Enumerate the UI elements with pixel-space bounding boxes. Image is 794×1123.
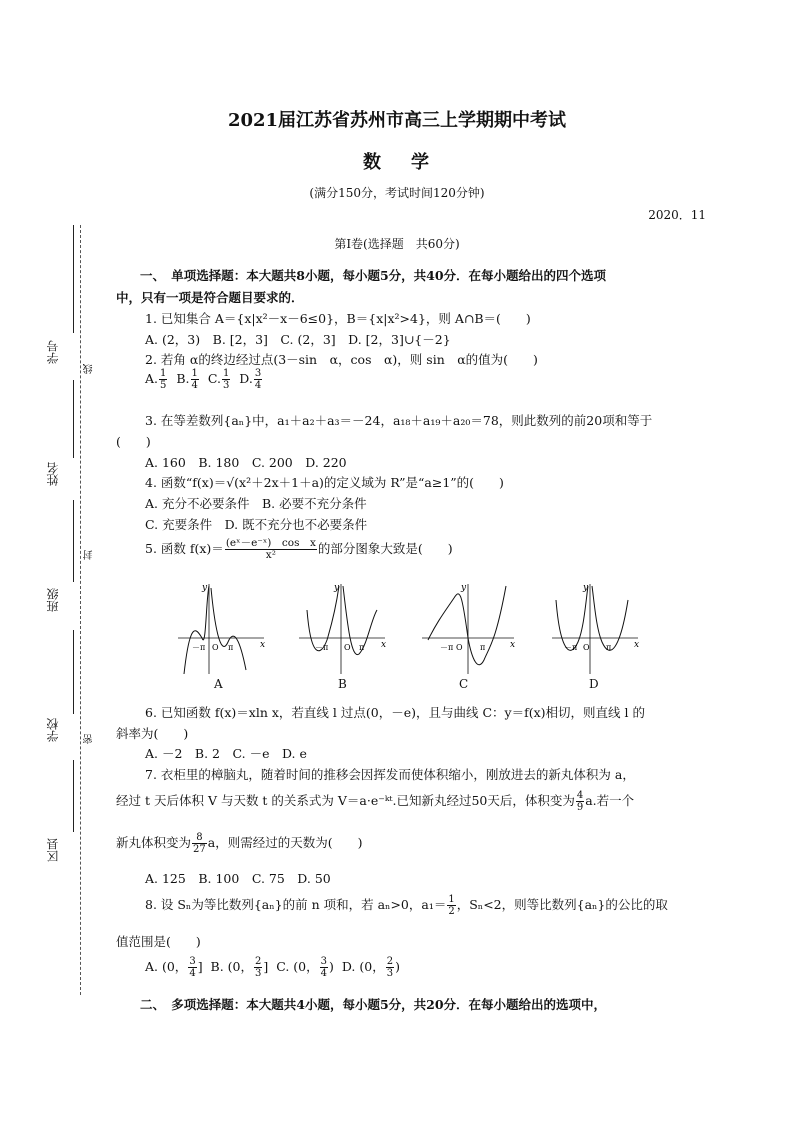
q7-line2: 经过 t 天后体积 V 与天数 t 的关系式为 V＝a·e⁻ᵏᵗ.已知新丸经过50天后，体积变为 $\frac{4}{9}$ a.若一个 xyxy=(116,790,635,813)
q8-stem-cont: 值范围是( ) xyxy=(116,934,201,949)
q4-options-1: A. 充分不必要条件 B. 必要不充分条件 xyxy=(145,496,367,511)
q3-options: A. 160 B. 180 C. 200 D. 220 xyxy=(145,455,347,470)
q8-options: A. (0， $\frac{3}{4}$ ] B. (0， $\frac{2}{3}$ ] C. (0， $\frac{3}{4}$ ) D. (0， $\frac{2}{3}$ ) xyxy=(145,956,400,979)
binding-word-secret: 密 xyxy=(84,734,95,744)
svg-text:y: y xyxy=(202,583,208,593)
q5-graph-d xyxy=(550,580,642,676)
svg-text:y: y xyxy=(334,583,340,593)
exam-info: (满分150分，考试时间120分钟) xyxy=(309,186,485,200)
binding-dashed-line xyxy=(80,225,81,995)
svg-text:x: x xyxy=(381,640,387,650)
underline-school xyxy=(73,630,74,714)
svg-text:－π: －π xyxy=(564,643,578,652)
svg-text:y: y xyxy=(583,583,589,593)
q6-stem: 6. 已知函数 f(x)＝xln x，若直线 l 过点(0，－e)，且与曲线 C：y＝f(x)相切，则直线 l 的 xyxy=(145,705,645,720)
volume-title: 第Ⅰ卷(选择题 共60分) xyxy=(334,237,460,251)
field-class: 班级 xyxy=(46,588,60,612)
section2-heading: 二、 多项选择题：本大题共4小题，每小题5分，共20分．在每小题给出的选项中， xyxy=(140,997,607,1012)
q2-options: A. $\frac{1}{5}$ B. $\frac{1}{4}$ C. $\frac{1}{3}$ D. $\frac{3}{4}$ xyxy=(145,368,262,391)
binding-word-line: 线 xyxy=(84,364,95,374)
q1-options: A. (2，3) B. [2，3] C. (2，3] D. [2，3]∪{－2} xyxy=(145,332,451,347)
subject-title: 数 学 xyxy=(363,152,431,173)
svg-text:π: π xyxy=(480,643,486,652)
svg-text:O: O xyxy=(344,643,351,652)
svg-text:x: x xyxy=(260,640,266,650)
field-district: 区县 xyxy=(46,838,60,862)
q6-options: A. －2 B. 2 C. －e D. e xyxy=(145,746,307,761)
svg-text:－π: －π xyxy=(192,643,206,652)
svg-text:π: π xyxy=(359,643,365,652)
q7-line3: 新丸体积变为 $\frac{8}{27}$ a，则需经过的天数为( ) xyxy=(116,832,363,855)
q5-label-b: B xyxy=(338,677,347,691)
q5-label-c: C xyxy=(459,677,469,691)
svg-text:O: O xyxy=(583,643,590,652)
q5-label-d: D xyxy=(589,677,599,691)
svg-text:－π: －π xyxy=(440,643,454,652)
q5-graph-c xyxy=(420,580,518,676)
field-name: 姓名 xyxy=(46,462,60,486)
svg-text:x: x xyxy=(634,640,640,650)
q3-stem: 3. 在等差数列{aₙ}中，a₁＋a₂＋a₃＝－24，a₁₈＋a₁₉＋a₂₀＝78，则此数列的前20项和等于 xyxy=(145,413,653,428)
q3-stem-cont: ( ) xyxy=(116,434,151,449)
underline-class xyxy=(73,500,74,582)
q8-stem: 8. 设 Sₙ为等比数列{aₙ}的前 n 项和，若 aₙ>0，a₁＝ $\frac{1}{2}$ ，Sₙ<2，则等比数列{aₙ}的公比的取 xyxy=(145,894,668,917)
svg-text:O: O xyxy=(456,643,463,652)
q1-stem: 1. 已知集合 A＝{x|x²－x－6≤0}，B＝{x|x²>4}，则 A∩B＝( ) xyxy=(145,311,531,326)
svg-text:－π: －π xyxy=(315,643,329,652)
field-student-number: 学号 xyxy=(46,340,60,364)
svg-text:O: O xyxy=(212,643,219,652)
underline-name xyxy=(73,380,74,458)
q4-stem: 4. 函数“f(x)＝√(x²＋2x＋1＋a)的定义域为 R”是“a≥1”的( ) xyxy=(145,475,504,490)
underline-district xyxy=(73,760,74,832)
q4-options-2: C. 充要条件 D. 既不充分也不必要条件 xyxy=(145,517,368,532)
field-school: 学校 xyxy=(46,718,60,742)
svg-text:x: x xyxy=(510,640,516,650)
q7-options: A. 125 B. 100 C. 75 D. 50 xyxy=(145,871,331,886)
q6-stem-cont: 斜率为( ) xyxy=(116,726,189,741)
exam-date: 2020．11 xyxy=(648,208,706,222)
svg-text:π: π xyxy=(606,643,612,652)
section1-heading-cont: 中，只有一项是符合题目要求的． xyxy=(116,290,304,305)
q7-line1: 7. 衣柜里的樟脑丸，随着时间的推移会因挥发而使体积缩小，刚放进去的新丸体积为 a， xyxy=(145,767,635,782)
section1-heading: 一、 单项选择题：本大题共8小题，每小题5分，共40分．在每小题给出的四个选项 xyxy=(140,268,607,283)
exam-title: 2021届江苏省苏州市高三上学期期中考试 xyxy=(227,110,567,131)
q2-stem: 2. 若角 α的终边经过点(3－sin α，cos α)，则 sin α的值为( ) xyxy=(145,352,538,367)
q5-graph-b xyxy=(297,580,389,676)
q5-stem: 5. 函数 f(x)＝ $\frac{\text{(eˣ－e⁻ˣ) cos x}}{\text{x²}}$ 的部分图象大致是( ) xyxy=(145,537,453,561)
svg-text:π: π xyxy=(228,643,234,652)
binding-word-seal: 封 xyxy=(84,550,95,560)
q5-graph-a xyxy=(176,580,268,676)
svg-text:y: y xyxy=(461,583,467,593)
q5-label-a: A xyxy=(214,677,223,691)
